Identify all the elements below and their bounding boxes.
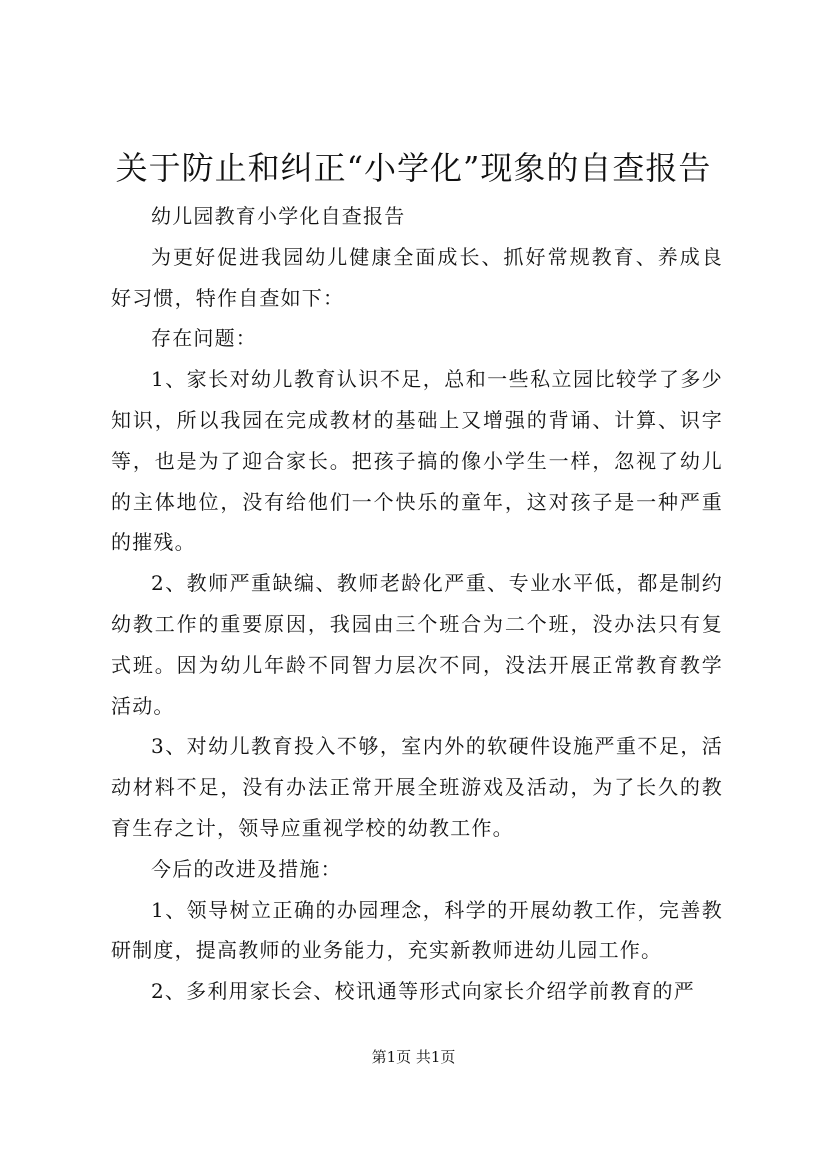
subtitle-paragraph: 幼儿园教育小学化自查报告	[151, 204, 406, 228]
problem-paragraph-2: 2、教师严重缺编、教师老龄化严重、专业水平低，都是制约幼教工作的重要原因，我园由三个班合为二个班，没办法只有复式班。因为幼儿年龄不同智力层次不同，没法开展正常教育教学活动。	[111, 571, 723, 718]
page-footer	[0, 1047, 827, 1067]
problem-paragraph-3: 3、对幼儿教育投入不够，室内外的软硬件设施严重不足，活动材料不足，没有办法正常开展全班游戏及活动，为了长久的教育生存之计，领导应重视学校的幼教工作。	[111, 734, 723, 840]
page-number: 第1页 共1页	[371, 1048, 456, 1066]
document-body	[111, 196, 723, 1012]
section-heading-measures: 今后的改进及措施：	[151, 856, 342, 881]
measure-paragraph-1: 1、领导树立正确的办园理念，科学的开展幼教工作，完善教研制度，提高教师的业务能力，充实新教师进幼儿园工作。	[111, 897, 723, 963]
document-title: 关于防止和纠正“小学化”现象的自查报告	[115, 149, 712, 187]
measure-paragraph-2: 2、多利用家长会、校讯通等形式向家长介绍学前教育的严	[151, 979, 695, 1004]
intro-paragraph: 为更好促进我园幼儿健康全面成长、抓好常规教育、养成良好习惯，特作自查如下：	[111, 244, 723, 310]
section-heading-problems: 存在问题：	[151, 326, 257, 351]
problem-paragraph-1: 1、家长对幼儿教育认识不足，总和一些私立园比较学了多少知识，所以我园在完成教材的基础上又增强的背诵、计算、识字等，也是为了迎合家长。把孩子搞的像小学生一样，忽视了幼儿的主体地位，没有给他们一个快乐的童年，这对孩子是一种严重的摧残。	[111, 367, 723, 555]
